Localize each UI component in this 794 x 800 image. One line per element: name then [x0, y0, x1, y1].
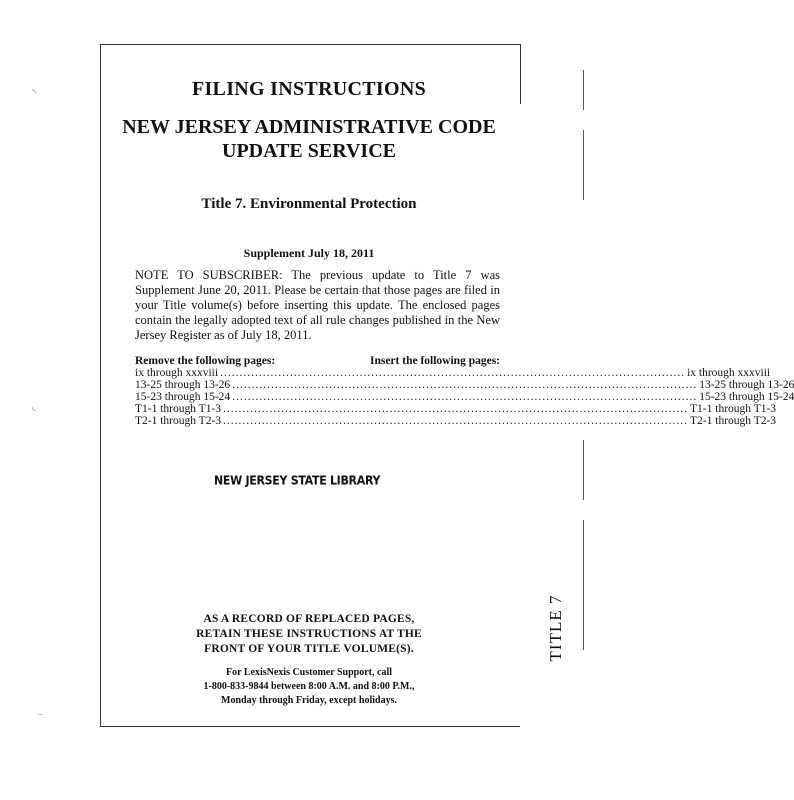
- remove-range: T1-1 through T1-3: [135, 403, 222, 415]
- pages-table: [135, 355, 794, 427]
- table-row: [135, 379, 794, 391]
- subscriber-note: NOTE TO SUBSCRIBER: The previous update to Title 7 was Supplement June 20, 2011. Please be certain that those pages are filed in your Title volume(s) before inserting this update. The enclosed pages contain the legally adopted text of all rule changes published in the New Jersey Register as of July 18, 2011.: [135, 268, 500, 342]
- frame-bottom-rule: [100, 726, 520, 727]
- support-line: 1-800-833-9844 between 8:00 A.M. and 8:00 P.M.,: [203, 681, 415, 692]
- remove-range: 13-25 through 13-26: [135, 379, 231, 391]
- support-line: For LexisNexis Customer Support, call: [225, 667, 392, 678]
- leader-dots: ........................................................................................................................: [223, 403, 689, 415]
- insert-range: T2-1 through T2-3: [690, 415, 777, 427]
- scan-edge-mark: [583, 440, 584, 500]
- record-instructions: [0, 612, 618, 657]
- insert-range: 15-23 through 15-24: [699, 391, 794, 403]
- record-line: FRONT OF YOUR TITLE VOLUME(S).: [204, 643, 414, 655]
- scan-speck: ◟: [32, 402, 36, 413]
- filing-instructions-heading: FILING INSTRUCTIONS: [191, 78, 427, 100]
- scan-speck: ⁻: [38, 712, 44, 723]
- leader-dots: ........................................................................................................................: [232, 391, 698, 403]
- scan-speck: ◝: [32, 88, 36, 99]
- record-line: RETAIN THESE INSTRUCTIONS AT THE: [196, 628, 422, 640]
- remove-range: ix through xxxviii: [135, 367, 219, 379]
- remove-range: 15-23 through 15-24: [135, 391, 231, 403]
- side-title-tab: TITLE 7: [546, 594, 565, 662]
- leader-dots: ........................................................................................................................: [232, 379, 698, 391]
- remove-range: T2-1 through T2-3: [135, 415, 222, 427]
- insert-header: Insert the following pages:: [369, 355, 500, 367]
- table-row: [135, 367, 771, 379]
- customer-support: [0, 666, 618, 708]
- support-line: Monday through Friday, except holidays.: [221, 695, 397, 706]
- pages-table-header: [135, 355, 500, 367]
- record-line: AS A RECORD OF REPLACED PAGES,: [203, 613, 415, 625]
- code-heading-line2: UPDATE SERVICE: [222, 140, 396, 162]
- leader-dots: ........................................................................................................................: [220, 367, 686, 379]
- library-stamp: NEW JERSEY STATE LIBRARY: [214, 473, 381, 488]
- table-row: [135, 391, 794, 403]
- insert-range: 13-25 through 13-26: [699, 379, 794, 391]
- table-row: [135, 415, 777, 427]
- leader-dots: ........................................................................................................................: [223, 415, 689, 427]
- insert-range: T1-1 through T1-3: [690, 403, 777, 415]
- code-heading-line1: NEW JERSEY ADMINISTRATIVE CODE: [122, 116, 496, 138]
- supplement-date: Supplement July 18, 2011: [243, 246, 375, 260]
- table-row: [135, 403, 777, 415]
- remove-header: Remove the following pages:: [135, 355, 276, 367]
- title-subtitle: Title 7. Environmental Protection: [201, 196, 417, 212]
- insert-range: ix through xxxviii: [687, 367, 771, 379]
- frame-top-rule: [100, 44, 520, 45]
